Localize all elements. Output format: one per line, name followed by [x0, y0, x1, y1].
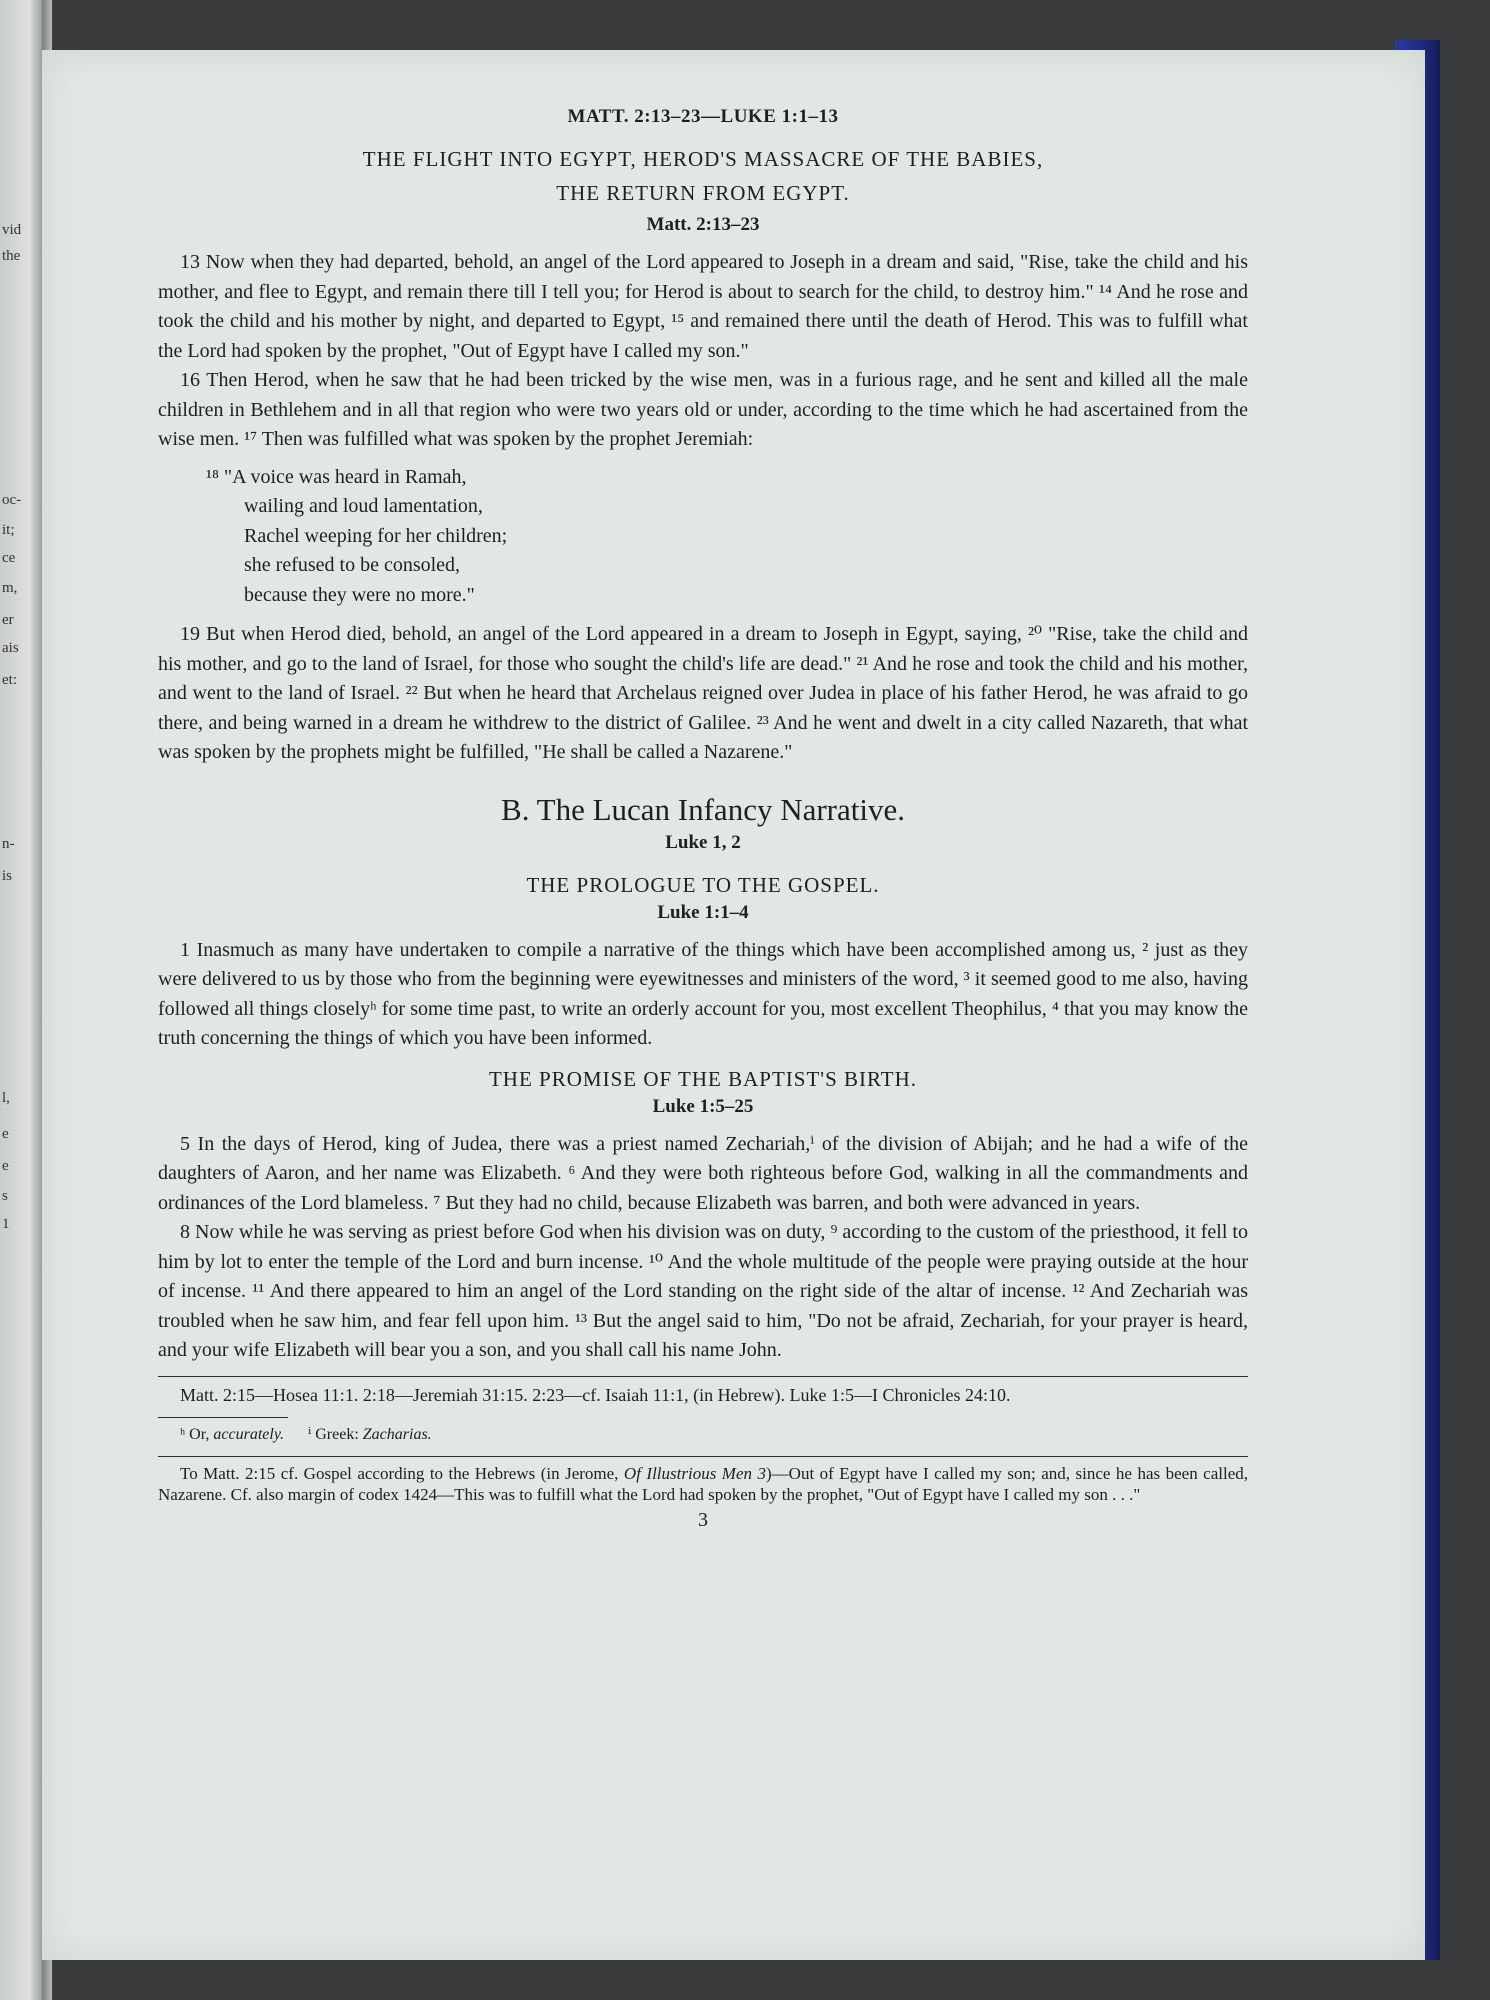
- margin-fragment: s: [2, 1188, 8, 1204]
- variant-work-title: Of Illustrious Men 3: [623, 1463, 766, 1483]
- paragraph: 5 In the days of Herod, king of Judea, there was a priest named Zechariah,ⁱ of the division of Abijah; and he had a wife of the daughters of Aaron, and her name was Elizabeth. ⁶ And they were both righteous before God, walking in all the commandments and ordinances of the Lord blameless. ⁷ But they had no child, because Elizabeth was barren, and both were advanced in years.: [158, 1132, 1248, 1214]
- section-title-prologue: THE PROLOGUE TO THE GOSPEL.: [526, 872, 880, 897]
- footnote-rule: [158, 1456, 1248, 1457]
- paragraph: 16 Then Herod, when he saw that he had been tricked by the wise men, was in a furious rage, and he sent and killed all the male children in Bethlehem and in all that region who were two years old or under, according to the time which he had ascertained from the wise men. ¹⁷ Then was fulfilled what was spoken by the prophet Jeremiah:: [158, 369, 1248, 450]
- margin-fragment: m,: [2, 580, 18, 596]
- margin-fragment: er: [2, 612, 14, 628]
- variant-text: )—Out of Egypt have I called my son; and, since he has been called, Nazarene. Cf. also margin of codex 1424—This was to fulfill what the Lord had spoken by the prophet, "Out of Egypt have I called my son . . .": [158, 1463, 1249, 1504]
- poem-line: wailing and loud lamentation,: [244, 495, 483, 517]
- paragraph: 8 Now while he was serving as priest before God when his division was on duty, ⁹ according to the custom of the priesthood, it fell to him by lot to enter the temple of the Lord and burn incense. ¹⁰ And the whole multitude of the people were praying outside at the hour of incense. ¹¹ And there appeared to him an angel of the Lord standing on the right side of the altar of incense. ¹² And Zechariah was troubled when he saw him, and fear fell upon him. ¹³ But the angel said to him, "Do not be afraid, Zechariah, for your prayer is heard, and your wife Elizabeth will bear you a son, and you shall call his name John.: [158, 1221, 1248, 1361]
- facing-page-edge: [0, 0, 42, 2000]
- paragraph: 13 Now when they had departed, behold, an angel of the Lord appeared to Joseph in a dream and said, "Rise, take the child and his mother, and flee to Egypt, and remain there till I tell you; for Herod is about to search for the child, to destroy him." ¹⁴ And he rose and took the child and his mother by night, and departed to Egypt, ¹⁵ and remained there until the death of Herod. This was to fulfill what the Lord had spoken by the prophet, "Out of Egypt have I called my son.": [158, 251, 1248, 362]
- margin-fragment: ais: [2, 640, 19, 656]
- section-title-line: THE FLIGHT INTO EGYPT, HEROD'S MASSACRE OF THE BABIES,: [362, 147, 1044, 171]
- section-title-baptist: THE PROMISE OF THE BAPTIST'S BIRTH.: [488, 1066, 917, 1091]
- margin-fragment: the: [2, 248, 21, 264]
- section-title-line: THE RETURN FROM EGYPT.: [556, 181, 850, 205]
- paragraph: 19 But when Herod died, behold, an angel of the Lord appeared in a dream to Joseph in Egypt, saying, ²⁰ "Rise, take the child and his mother, and go to the land of Israel, for those who sought the child's life are dead." ²¹ And he rose and took the child and his mother, and went to the land of Israel. ²² But when he heard that Archelaus reigned over Judea in place of his father Herod, he was afraid to go there, and being warned in a dream he withdrew to the district of Galilee. ²³ And he went and dwelt in a city called Nazareth, that what was spoken by the prophets might be fulfilled, "He shall be called a Nazarene.": [158, 623, 1248, 763]
- poem-quotation: [206, 463, 1248, 611]
- footnote-rule: [158, 1417, 288, 1418]
- section-title-flight: [158, 142, 1248, 210]
- page-content: [158, 106, 1248, 1532]
- part-reference: Luke 1, 2: [665, 831, 741, 853]
- margin-fragment: l,: [2, 1090, 10, 1106]
- scripture-reference: Luke 1:5–25: [652, 1095, 754, 1117]
- book-page: [42, 50, 1425, 1960]
- poem-line: Rachel weeping for her children;: [244, 524, 508, 547]
- margin-fragment: n-: [2, 836, 15, 852]
- margin-fragment: ce: [2, 550, 16, 566]
- footnote-i-text: Zacharias.: [362, 1425, 432, 1443]
- footnote-h-marker: ʰ Or,: [180, 1425, 210, 1443]
- margin-fragment: is: [2, 868, 13, 884]
- margin-fragment: et:: [2, 672, 17, 688]
- margin-fragment: 1: [2, 1216, 10, 1232]
- poem-line: she refused to be consoled,: [244, 554, 461, 576]
- cross-references: Matt. 2:15—Hosea 11:1. 2:18—Jeremiah 31:15. 2:23—cf. Isaiah 11:1, (in Hebrew). Luke 1:5—I Chronicles 24:10.: [180, 1384, 1011, 1405]
- footnote-h-text: accurately.: [213, 1425, 285, 1443]
- variant-note: [158, 1463, 1248, 1505]
- margin-fragment: oc-: [2, 492, 22, 508]
- footnote-i-marker: ⁱ Greek:: [308, 1425, 359, 1443]
- running-head: MATT. 2:13–23—LUKE 1:1–13: [567, 106, 839, 127]
- part-heading: B. The Lucan Infancy Narrative.: [501, 791, 905, 827]
- margin-fragment: e: [2, 1158, 9, 1174]
- paragraph: 1 Inasmuch as many have undertaken to compile a narrative of the things which have been accomplished among us, ² just as they were delivered to us by those who from the beginning were eyewitnesses and ministers of the word, ³ it seemed good to me also, having followed all things closelyʰ for some time past, to write an orderly account for you, most excellent Theophilus, ⁴ that you may know the truth concerning the things of which you have been informed.: [158, 938, 1248, 1049]
- poem-line: because they were no more.": [244, 583, 475, 606]
- margin-fragment: it;: [2, 522, 15, 538]
- variant-text: To Matt. 2:15 cf. Gospel according to the Hebrews (in Jerome,: [180, 1463, 619, 1483]
- footnote-rule: [158, 1376, 1248, 1377]
- textual-notes: [180, 1424, 1248, 1446]
- scripture-reference: Matt. 2:13–23: [646, 214, 760, 235]
- poem-line: ¹⁸ "A voice was heard in Ramah,: [206, 465, 467, 488]
- scripture-reference: Luke 1:1–4: [657, 901, 749, 923]
- page-number: 3: [698, 1508, 708, 1531]
- margin-fragment: e: [2, 1126, 9, 1142]
- margin-fragment: vid: [2, 222, 22, 238]
